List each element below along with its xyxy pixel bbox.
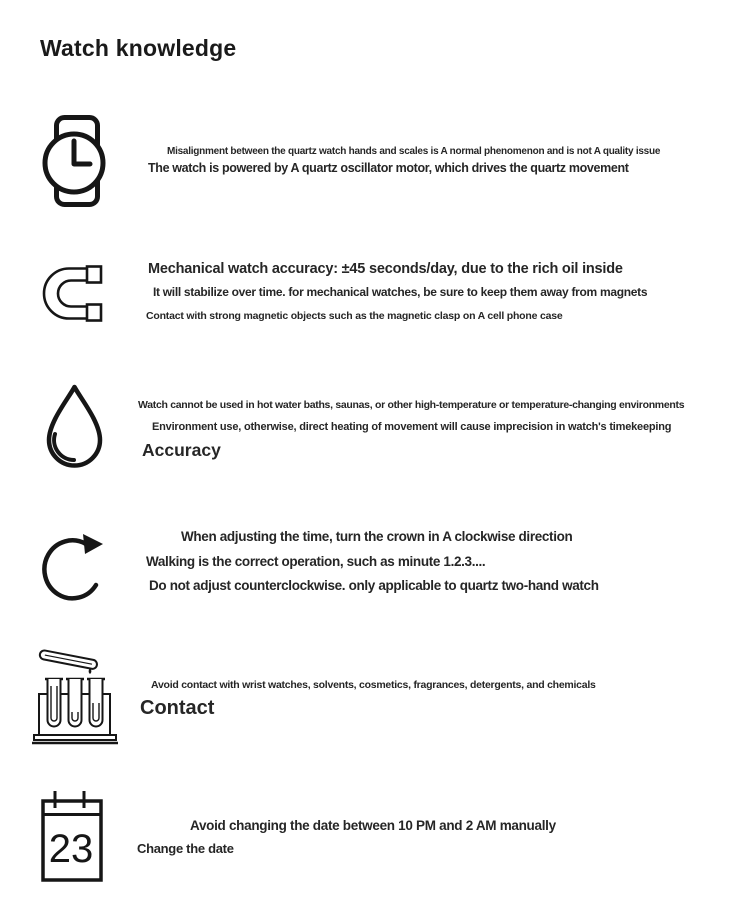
clockwise-adjust-text: When adjusting the time, turn the crown in A clockwise direction [181, 529, 573, 544]
magnetic-objects-text: Contact with strong magnetic objects such as the magnetic clasp on A cell phone case [146, 310, 563, 322]
test-tubes-icon [32, 648, 122, 745]
water-drop-icon [42, 383, 107, 471]
temperature-imprecision-text: Environment use, otherwise, direct heating of movement will cause imprecision in watch's timekeeping [152, 421, 672, 433]
date-change-warning-text: Avoid changing the date between 10 PM and 2 AM manually [190, 818, 556, 833]
chemical-contact-text: Avoid contact with wrist watches, solvents, cosmetics, fragrances, detergents, and chemicals [151, 679, 596, 691]
magnet-warning-text: It will stabilize over time. for mechanical watches, be sure to keep them away from magnets [153, 285, 648, 299]
calendar-day-number: 23 [48, 827, 94, 871]
walking-operation-text: Walking is the correct operation, such as minute 1.2.3.... [146, 554, 486, 569]
magnet-icon [42, 265, 104, 322]
mechanical-accuracy-text: Mechanical watch accuracy: ±45 seconds/day, due to the rich oil inside [148, 261, 623, 277]
quartz-misalignment-note: Misalignment between the quartz watch hands and scales is A normal phenomenon and is not A quality issue [167, 146, 661, 157]
accuracy-heading: Accuracy [142, 440, 221, 460]
wristwatch-icon [42, 113, 107, 209]
contact-heading: Contact [140, 697, 215, 719]
calendar-icon [40, 789, 104, 883]
counterclockwise-warning-text: Do not adjust counterclockwise. only applicable to quartz two-hand watch [149, 578, 599, 593]
change-date-heading: Change the date [137, 841, 234, 856]
page-title: Watch knowledge [40, 35, 237, 61]
hot-water-warning-text: Watch cannot be used in hot water baths, saunas, or other high-temperature or temperature-changing environments [138, 399, 685, 411]
clockwise-rotation-icon [42, 524, 106, 608]
quartz-movement-text: The watch is powered by A quartz oscillator motor, which drives the quartz movement [148, 161, 629, 175]
